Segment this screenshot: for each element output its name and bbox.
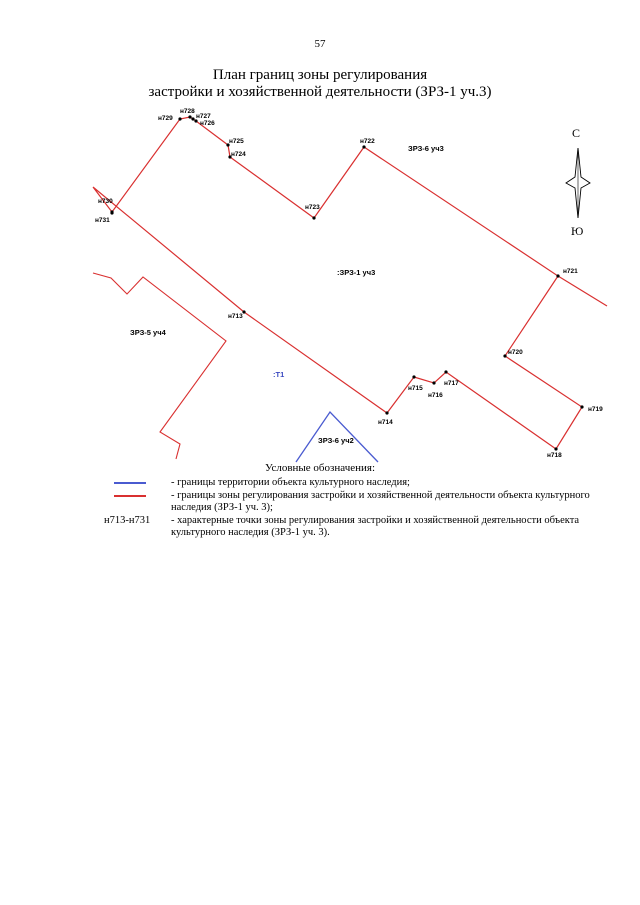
point-n721 (556, 274, 559, 277)
label-n719: н719 (588, 406, 603, 413)
label-n714: н714 (378, 419, 393, 426)
zone-label-zrz5-uch4: ЗРЗ-5 уч4 (130, 328, 166, 337)
zone-label-t1: :Т1 (273, 370, 285, 379)
title-line-2: застройки и хозяйственной деятельности (ЗРЗ-1 уч.3) (148, 84, 492, 100)
label-n716: н716 (428, 392, 443, 399)
point-n713 (242, 310, 245, 313)
compass-rose-icon (566, 126, 590, 238)
label-n727: н727 (196, 113, 211, 120)
legend-points-key: н713-н731 (104, 515, 151, 526)
point-n715 (412, 375, 415, 378)
label-n730: н730 (98, 198, 113, 205)
compass-north-label: С (572, 126, 581, 140)
page-number: 57 (314, 38, 326, 50)
point-n728 (188, 115, 191, 118)
zone-boundary-zrz5-uch4 (93, 273, 226, 459)
point-n723 (312, 216, 315, 219)
point-n720 (503, 354, 506, 357)
label-n717: н717 (444, 380, 459, 387)
legend-item-zone-text: - границы зоны регулирования застройки и хозяйственной деятельности объекта культурного наследия (ЗРЗ-1 уч. 3); (171, 490, 590, 513)
zone-boundary-zrz1-uch3 (93, 117, 582, 449)
label-n720: н720 (508, 349, 523, 356)
point-labels (95, 108, 603, 459)
point-n719 (580, 405, 583, 408)
title-line-1: План границ зоны регулирования (212, 67, 428, 83)
legend-item-points-text: - характерные точки зоны регулирования застройки и хозяйственной деятельности объекта культурного наследия (ЗРЗ-1 уч. 3). (171, 515, 580, 538)
label-n728: н728 (180, 108, 195, 115)
label-n729: н729 (158, 115, 173, 122)
legend-heading: Условные обозначения: (264, 462, 376, 474)
characteristic-points (110, 115, 583, 450)
label-n725: н725 (229, 138, 244, 145)
zone-label-zrz6-uch2: ЗРЗ-6 уч2 (318, 436, 354, 445)
label-n723: н723 (305, 204, 320, 211)
zone-label-zrz1-uch3: :ЗРЗ-1 уч3 (337, 268, 376, 277)
legend-red-line-icon (114, 495, 146, 497)
point-n716 (432, 381, 435, 384)
label-n713: н713 (228, 313, 243, 320)
label-n726: н726 (200, 120, 215, 127)
label-n731: н731 (95, 217, 110, 224)
label-n721: н721 (563, 268, 578, 275)
point-n717 (444, 370, 447, 373)
label-n724: н724 (231, 151, 246, 158)
point-n731 (110, 211, 113, 214)
label-n718: н718 (547, 452, 562, 459)
point-n718 (554, 447, 557, 450)
zone-boundary-extension-east (558, 276, 607, 306)
label-n715: н715 (408, 385, 423, 392)
legend-item-heritage-text: - границы территории объекта культурного наследия; (171, 477, 410, 488)
compass-south-label: Ю (571, 224, 584, 238)
zone-label-zrz6-uch3: ЗРЗ-6 уч3 (408, 144, 444, 153)
point-n729 (178, 117, 181, 120)
point-n714 (385, 411, 388, 414)
point-n727 (191, 117, 194, 120)
point-n722 (362, 145, 365, 148)
label-n722: н722 (360, 138, 375, 145)
legend-blue-line-icon (114, 482, 146, 484)
